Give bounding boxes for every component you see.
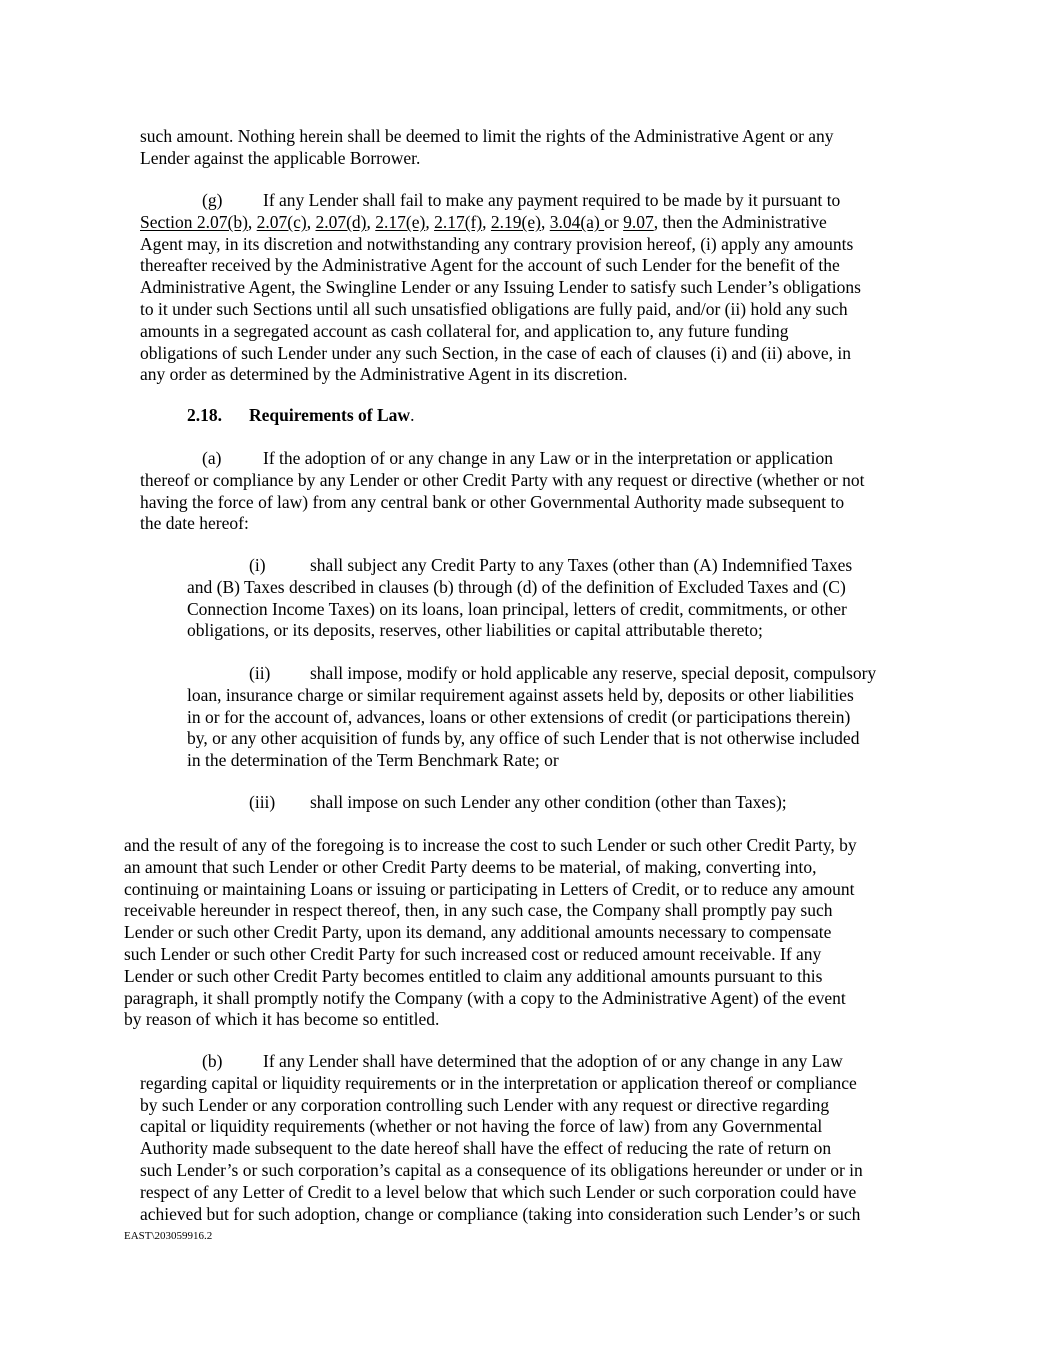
text-line: in or for the account of, advances, loans or other extensions of credit (or participations therein): [187, 706, 851, 727]
text-line: Administrative Agent, the Swingline Lender or any Issuing Lender to satisfy such Lender’s obligations: [140, 277, 861, 298]
text-line: in the determination of the Term Benchmark Rate; or: [187, 750, 559, 771]
text-line: Authority made subsequent to the date hereof shall have the effect of reducing the rate of return on: [140, 1138, 832, 1159]
text-line: by, or any other acquisition of funds by, any office of such Lender that is not otherwise included: [187, 728, 860, 749]
paragraph-g: [140, 190, 861, 386]
text-line: [187, 792, 787, 814]
text-line: continuing or maintaining Loans or issuing or participating in Letters of Credit, or to reduce any amount: [124, 878, 855, 899]
text-line: capital or liquidity requirements (whether or not having the force of law) from any Governmental: [140, 1116, 823, 1137]
paragraph-text: If any Lender shall have determined that the adoption of or any change in any Law: [263, 1051, 843, 1071]
clause-label: (ii): [249, 663, 271, 683]
text-line: to it under such Sections until all such unsatisfied obligations are fully paid, and/or (ii) hold any such: [140, 298, 848, 319]
clause-label: (i): [249, 555, 266, 575]
paragraph-a: [140, 448, 865, 535]
text-line: [140, 448, 865, 470]
text-line: regarding capital or liquidity requirements or in the interpretation or application thereof or compliance: [140, 1072, 857, 1093]
clause-iii: [187, 792, 787, 814]
section-reference: 2.17(e): [375, 211, 426, 232]
clause-text: shall impose, modify or hold applicable any reserve, special deposit, compulsory: [310, 663, 877, 683]
section-reference: 2.07(d): [315, 211, 367, 232]
text-line: [140, 190, 861, 212]
text-line: such Lender or such other Credit Party for such increased cost or reduced amount receivable. If any: [124, 943, 822, 964]
paragraph-label: (b): [202, 1051, 223, 1071]
section-reference: 2.17(f): [434, 211, 483, 232]
text-line: Lender against the applicable Borrower.: [140, 147, 421, 168]
text-line: Connection Income Taxes) on its loans, loan principal, letters of credit, commitments, or other: [187, 598, 847, 619]
text-line: receivable hereunder in respect thereof, then, in any such case, the Company shall promptly pay such: [124, 900, 833, 921]
text-line: and the result of any of the foregoing is to increase the cost to such Lender or such other Credit Party, by: [124, 835, 857, 855]
clause-ii: [187, 663, 876, 772]
section-reference: 3.04(a): [549, 211, 605, 232]
text-line: any order as determined by the Administrative Agent in its discretion.: [140, 364, 628, 385]
text-line: the date hereof:: [140, 513, 249, 534]
section-reference: 2.07(c): [256, 211, 307, 232]
section-reference: 2.19(e): [490, 211, 541, 232]
text-line: by reason of which it has become so entitled.: [124, 1009, 440, 1030]
text-line: paragraph, it shall promptly notify the Company (with a copy to the Administrative Agent) of the event: [124, 987, 846, 1008]
text-line: thereafter received by the Administrative Agent for the account of such Lender for the benefit of the: [140, 255, 840, 276]
text-line: [187, 555, 852, 577]
paragraph-text: If the adoption of or any change in any Law or in the interpretation or application: [263, 448, 834, 468]
text-line: achieved but for such adoption, change or compliance (taking into consideration such Lender’s or such: [140, 1203, 861, 1224]
text-line: and (B) Taxes described in clauses (b) through (d) of the definition of Excluded Taxes and (C): [187, 576, 846, 597]
section-reference: 9.07: [623, 211, 654, 232]
text-line: having the force of law) from any central bank or other Governmental Authority made subsequent to: [140, 491, 845, 512]
text-line: [187, 663, 876, 685]
clause-label: (iii): [249, 792, 276, 812]
text-line: Agent may, in its discretion and notwithstanding any contrary provision hereof, (i) apply any amounts: [140, 233, 854, 254]
text-line: obligations of such Lender under any such Section, in the case of each of clauses (i) and (ii) above, in: [140, 342, 851, 363]
text-line: thereof or compliance by any Lender or other Credit Party with any request or directive (whether or not: [140, 469, 865, 490]
clause-text: shall impose on such Lender any other condition (other than Taxes);: [310, 792, 787, 812]
text-line: [140, 1051, 863, 1073]
paragraph-continued: [140, 126, 834, 170]
paragraph-text: If any Lender shall fail to make any payment required to be made by it pursuant to: [263, 190, 841, 210]
paragraph-label: (g): [202, 190, 223, 210]
text-line: such amount. Nothing herein shall be deemed to limit the rights of the Administrative Agent or any: [140, 126, 834, 146]
section-number: 2.18.: [187, 405, 222, 425]
section-title: Requirements of Law: [249, 405, 411, 425]
section-reference: Section 2.07(b): [140, 211, 248, 232]
text-line: such Lender’s or such corporation’s capital as a consequence of its obligations hereunder or under or in: [140, 1159, 863, 1180]
text-line-references: Section 2.07(b), 2.07(c), 2.07(d), 2.17(e), 2.17(f), 2.19(e), 3.04(a) or 9.07, then the Administrative: [140, 211, 827, 232]
paragraph-result: [124, 835, 857, 1031]
document-id-footer: EAST\203059916.2: [124, 1230, 213, 1242]
paragraph-label: (a): [202, 448, 222, 468]
section-title-period: .: [410, 405, 415, 425]
paragraph-b: [140, 1051, 863, 1225]
text-line: obligations, or its deposits, reserves, other liabilities or capital attributable thereto;: [187, 620, 763, 641]
section-heading: [187, 405, 414, 427]
text-line: by such Lender or any corporation controlling such Lender with any request or directive regarding: [140, 1094, 830, 1115]
clause-i: [187, 555, 852, 642]
text-line: an amount that such Lender or other Credit Party deems to be material, of making, converting into,: [124, 856, 817, 877]
text-line: respect of any Letter of Credit to a level below that which such Lender or such corporation could have: [140, 1181, 857, 1202]
text-line: Lender or such other Credit Party, upon its demand, any additional amounts necessary to compensate: [124, 922, 832, 943]
text-line: amounts in a segregated account as cash collateral for, and application to, any future funding: [140, 320, 789, 341]
text-line: loan, insurance charge or similar requirement against assets held by, deposits or other liabilities: [187, 684, 854, 705]
text-line: Lender or such other Credit Party becomes entitled to claim any additional amounts pursuant to this: [124, 965, 823, 986]
clause-text: shall subject any Credit Party to any Taxes (other than (A) Indemnified Taxes: [310, 555, 853, 575]
